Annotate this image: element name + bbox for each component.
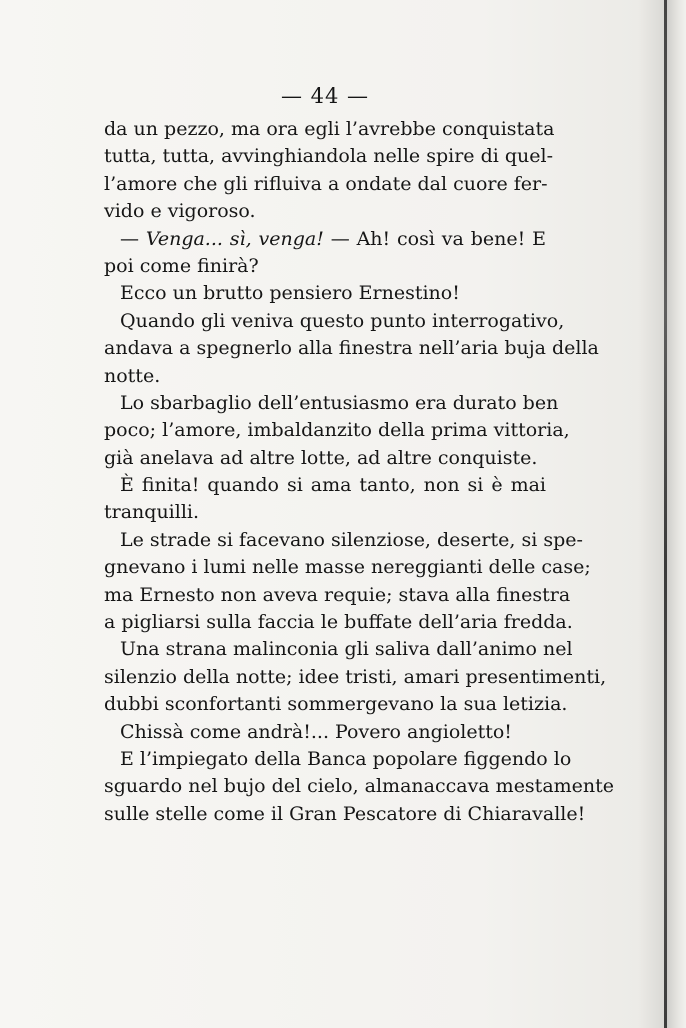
text-line-6: poi come finirà? xyxy=(104,254,259,277)
dash-close: — xyxy=(330,227,350,250)
text-line-1: da un pezzo, ma ora egli l’avrebbe conquistata xyxy=(104,118,555,140)
text-line-23: Chissà come andrà!... Povero angioletto! xyxy=(120,720,512,743)
text-line-26: sulle stelle come il Gran Pescatore di Chiaravalle! xyxy=(104,802,586,825)
text-line-19: a pigliarsi sulla faccia le buffate dell’aria fredda. xyxy=(104,611,573,634)
text-line-5 xyxy=(104,226,546,253)
body-text xyxy=(104,116,615,828)
text-line-2: tutta, tutta, avvinghiandola nelle spire di quel- xyxy=(104,145,553,168)
text-line-13: già anelava ad altre lotte, ad altre conquiste. xyxy=(104,446,538,469)
text-line-18: ma Ernesto non aveva requie; stava alla finestra xyxy=(104,583,571,606)
text-line-4: vido e vigoroso. xyxy=(104,200,256,223)
page-number: — 44 — xyxy=(280,84,370,108)
text-line-21: silenzio della notte; idee tristi, amari presentimenti, xyxy=(104,665,607,688)
text-line-25: sguardo nel bujo del cielo, almanaccava mestamente xyxy=(104,775,615,798)
text-line-3: l’amore che gli rifluiva a ondate dal cuore fer- xyxy=(104,172,548,195)
dialogue-rest: Ah! così va bene! E xyxy=(356,227,546,250)
text-line-17: gnevano i lumi nelle masse nereggianti delle case; xyxy=(104,556,591,579)
text-line-20: Una strana malinconia gli saliva dall’animo nel xyxy=(120,638,573,661)
text-line-10: notte. xyxy=(104,364,161,387)
text-line-7: Ecco un brutto pensiero Ernestino! xyxy=(120,282,460,305)
dash-open: — xyxy=(120,227,139,250)
text-line-16: Le strade si facevano silenziose, deserte, si spe- xyxy=(120,528,583,551)
text-line-8: Quando gli veniva questo punto interrogativo, xyxy=(120,309,565,332)
text-line-14: È finita! quando si ama tanto, non si è mai xyxy=(120,474,546,497)
dialogue-italic: Venga... sì, venga! xyxy=(145,227,324,250)
text-line-15: tranquilli. xyxy=(104,501,200,524)
page-edge-shadow xyxy=(667,0,686,1028)
text-line-11: Lo sbarbaglio dell’entusiasmo era durato ben xyxy=(120,391,559,414)
text-line-22: dubbi sconfortanti sommergevano la sua letizia. xyxy=(104,693,568,716)
text-line-24: E l’impiegato della Banca popolare figgendo lo xyxy=(120,747,572,770)
text-line-12: poco; l’amore, imbaldanzito della prima vittoria, xyxy=(104,419,570,442)
text-line-9: andava a spegnerlo alla finestra nell’aria buja della xyxy=(104,337,599,360)
